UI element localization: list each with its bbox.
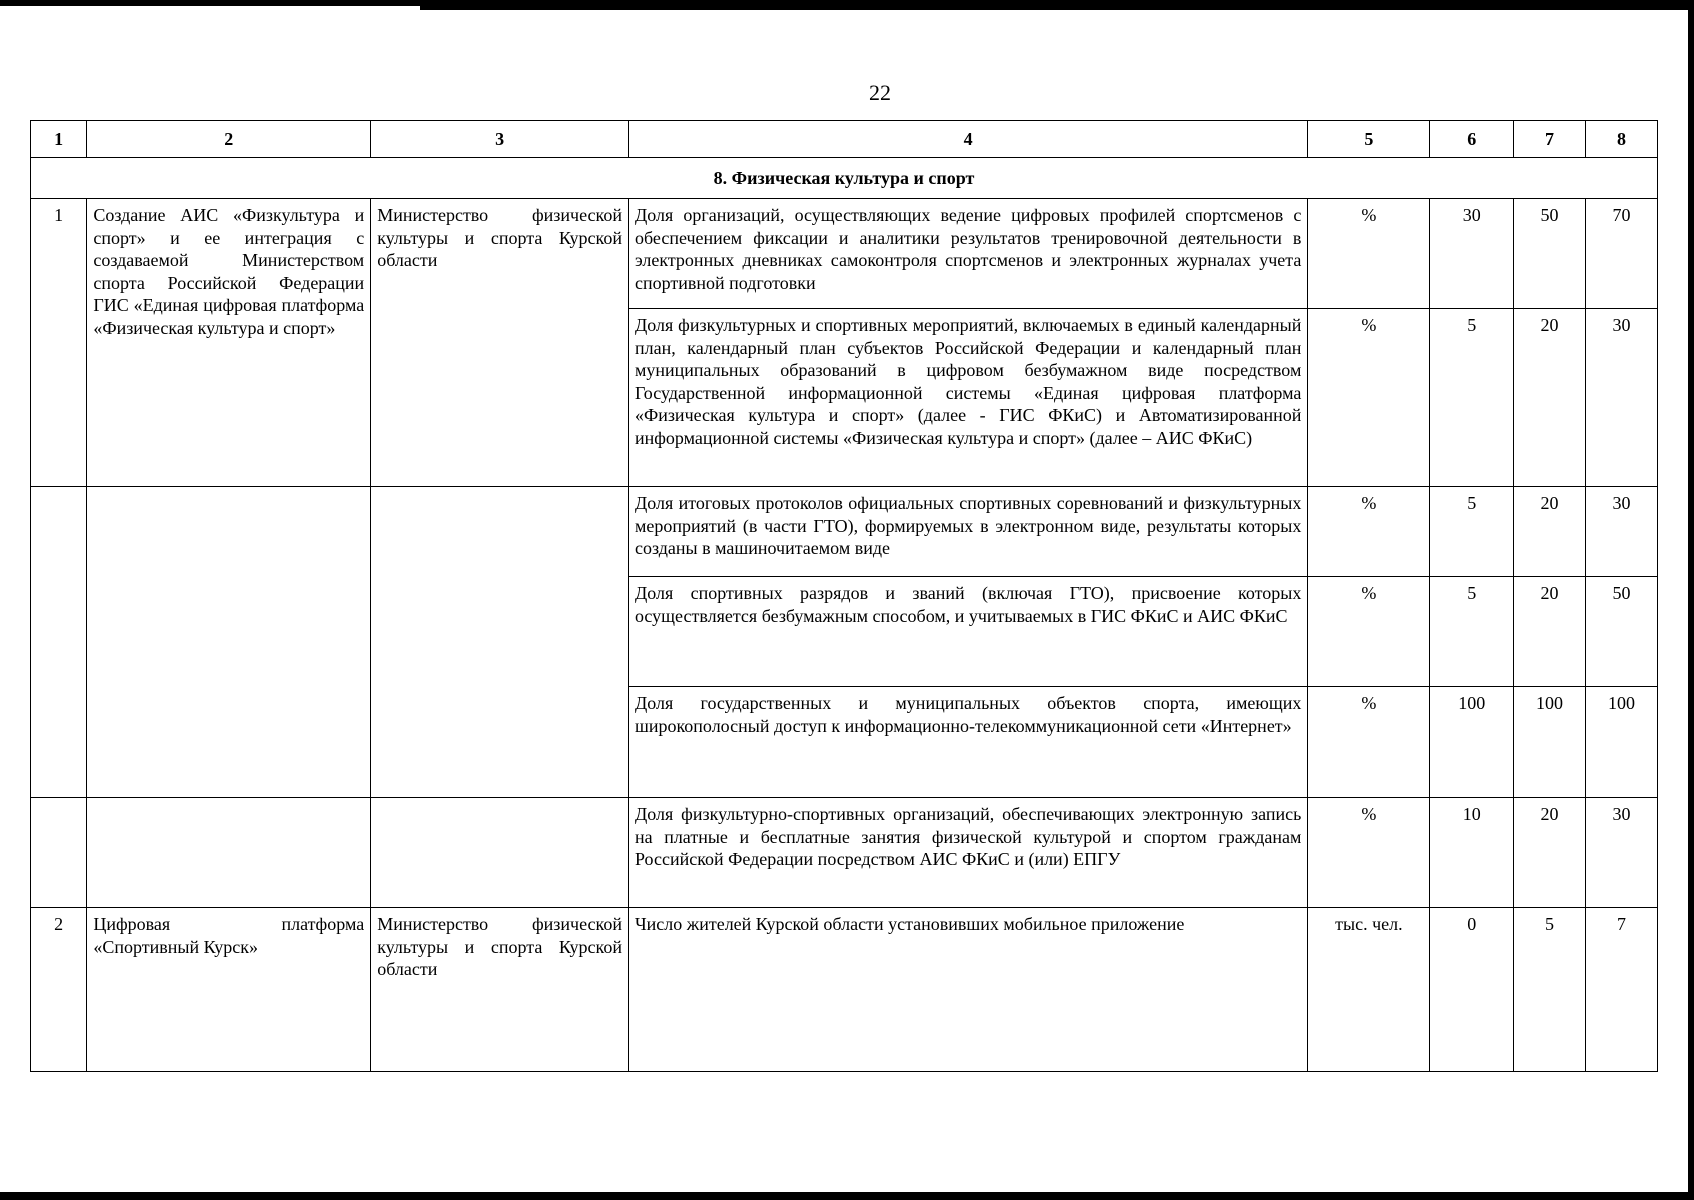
section-title: 8. Физическая культура и спорт	[31, 158, 1658, 199]
indicator-value-col6: 5	[1430, 309, 1513, 487]
indicator-unit: %	[1308, 687, 1430, 798]
indicator-text: Число жителей Курской области установивших мобильное приложение	[628, 908, 1307, 1072]
indicator-value-col6: 30	[1430, 199, 1513, 309]
indicator-unit: тыс. чел.	[1308, 908, 1430, 1072]
row-number	[31, 487, 87, 798]
indicator-value-col8: 30	[1585, 798, 1657, 908]
indicator-value-col7: 20	[1513, 487, 1585, 577]
indicator-value-col7: 5	[1513, 908, 1585, 1072]
row-number: 2	[31, 908, 87, 1072]
indicator-value-col8: 7	[1585, 908, 1657, 1072]
project-name	[87, 798, 371, 908]
responsible-org	[371, 487, 629, 798]
table-row	[31, 199, 1658, 309]
page-number: 22	[869, 80, 891, 105]
row-number: 1	[31, 199, 87, 487]
indicators-table	[30, 120, 1658, 1072]
section-row	[31, 158, 1658, 199]
scan-border-top-inner	[420, 6, 1694, 10]
header-cell-7: 7	[1513, 121, 1585, 158]
responsible-org: Министерство физической культуры и спорта Курской области	[371, 908, 629, 1072]
header-cell-2: 2	[87, 121, 371, 158]
indicator-value-col8: 100	[1585, 687, 1657, 798]
project-name: Цифровая платформа «Спортивный Курск»	[87, 908, 371, 1072]
indicator-text: Доля государственных и муниципальных объектов спорта, имеющих широкополосный доступ к информационно-телекоммуникационной сети «Интернет»	[628, 687, 1307, 798]
indicator-unit: %	[1308, 199, 1430, 309]
responsible-org	[371, 798, 629, 908]
indicator-value-col7: 20	[1513, 798, 1585, 908]
table-row	[31, 798, 1658, 908]
indicator-value-col6: 5	[1430, 487, 1513, 577]
header-row	[31, 121, 1658, 158]
indicator-text: Доля организаций, осуществляющих ведение цифровых профилей спортсменов с обеспечением фиксации и аналитики результатов тренировочной деятельности в электронных дневниках самоконтроля спортсменов и электронных журналах учета спортивной подготовки	[628, 199, 1307, 309]
indicator-text: Доля физкультурно-спортивных организаций, обеспечивающих электронную запись на платные и бесплатные занятия физической культурой и спортом гражданам Российской Федерации посредством АИС ФКиС и (или) ЕПГУ	[628, 798, 1307, 908]
project-name: Создание АИС «Физкультура и спорт» и ее интеграция с создаваемой Министерством спорта Российской Федерации ГИС «Единая цифровая платформа «Физическая культура и спорт»	[87, 199, 371, 487]
table-row	[31, 908, 1658, 1072]
indicator-value-col7: 20	[1513, 577, 1585, 687]
header-cell-3: 3	[371, 121, 629, 158]
indicator-value-col6: 5	[1430, 577, 1513, 687]
scan-border-right	[1688, 0, 1694, 1200]
scan-border-bottom	[0, 1192, 1694, 1200]
responsible-org: Министерство физической культуры и спорта Курской области	[371, 199, 629, 487]
indicator-value-col8: 30	[1585, 309, 1657, 487]
header-cell-6: 6	[1430, 121, 1513, 158]
project-name	[87, 487, 371, 798]
table-row	[31, 487, 1658, 577]
indicator-unit: %	[1308, 577, 1430, 687]
indicator-text: Доля итоговых протоколов официальных спортивных соревнований и физкультурных мероприятий (в части ГТО), формируемых в электронном виде, результаты которых созданы в машиночитаемом виде	[628, 487, 1307, 577]
indicator-value-col8: 50	[1585, 577, 1657, 687]
header-cell-8: 8	[1585, 121, 1657, 158]
indicator-value-col8: 30	[1585, 487, 1657, 577]
indicator-value-col7: 50	[1513, 199, 1585, 309]
header-cell-4: 4	[628, 121, 1307, 158]
indicator-value-col7: 20	[1513, 309, 1585, 487]
indicator-value-col6: 10	[1430, 798, 1513, 908]
indicator-value-col6: 0	[1430, 908, 1513, 1072]
indicator-text: Доля физкультурных и спортивных мероприятий, включаемых в единый календарный план, календарный план субъектов Российской Федерации и календарный план муниципальных образований в цифровом безбумажном виде посредством Государственной информационной системы «Единая цифровая платформа «Физическая культура и спорт» (далее - ГИС ФКиС) и Автоматизированной информационной системы «Физическая культура и спорт» (далее – АИС ФКиС)	[628, 309, 1307, 487]
indicator-text: Доля спортивных разрядов и званий (включая ГТО), присвоение которых осуществляется безбумажным способом, и учитываемых в ГИС ФКиС и АИС ФКиС	[628, 577, 1307, 687]
indicator-value-col7: 100	[1513, 687, 1585, 798]
indicator-value-col8: 70	[1585, 199, 1657, 309]
row-number	[31, 798, 87, 908]
indicator-value-col6: 100	[1430, 687, 1513, 798]
header-cell-1: 1	[31, 121, 87, 158]
indicator-unit: %	[1308, 487, 1430, 577]
indicator-unit: %	[1308, 309, 1430, 487]
indicator-unit: %	[1308, 798, 1430, 908]
header-cell-5: 5	[1308, 121, 1430, 158]
